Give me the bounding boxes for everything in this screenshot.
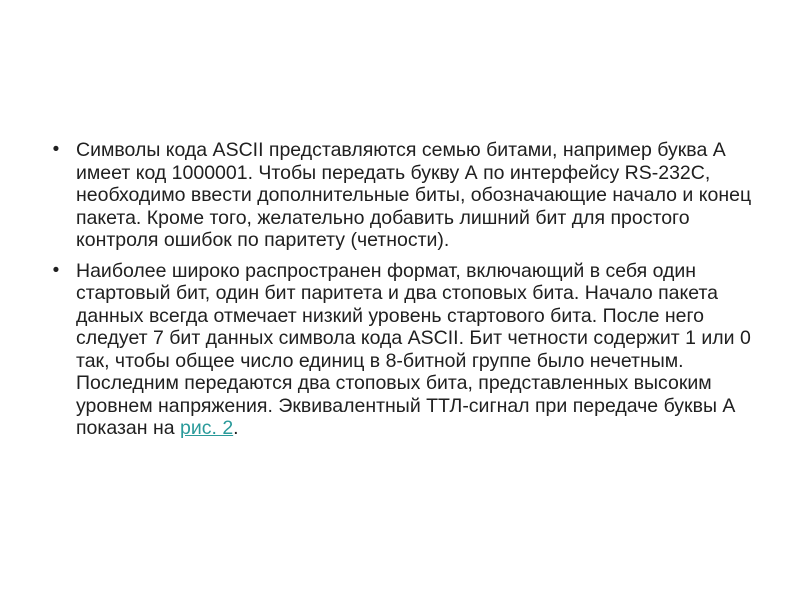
bullet-text-2-end: . — [233, 417, 239, 439]
bullet-text-2: Наиболее широко распространен формат, включающий в себя один стартовый бит, один бит паритета и два стоповых бита. Начало пакета данных всегда отмечает низкий уровень стартового бита. После него следует 7 бит данных символа кода ASCII. Бит четности содержит 1 или 0 так, чтобы общее число единиц в 8-битной группе было нечетным. Последним передаются два стоповых бита, представленных высоким уровнем напряжения. Эквивалентный ТТЛ-сигнал при передаче буквы А показан на — [76, 259, 751, 439]
bullet-list — [44, 139, 764, 440]
bullet-text-1: Символы кода ASCII представляются семью битами, например буква А имеет код 1000001. Чтобы передать букву А по интерфейсу RS-232C, необходимо ввести дополнительные биты, обозначающие начало и конец пакета. Кроме того, желательно добавить лишний бит для простого контроля ошибок по паритету (четности). — [76, 139, 752, 251]
slide-content — [44, 139, 764, 448]
figure-link[interactable]: рис. 2 — [180, 417, 234, 439]
bullet-dot-icon: • — [52, 259, 60, 281]
bullet-item-1 — [44, 139, 764, 252]
bullet-item-2 — [44, 260, 764, 440]
bullet-dot-icon: • — [52, 139, 60, 160]
